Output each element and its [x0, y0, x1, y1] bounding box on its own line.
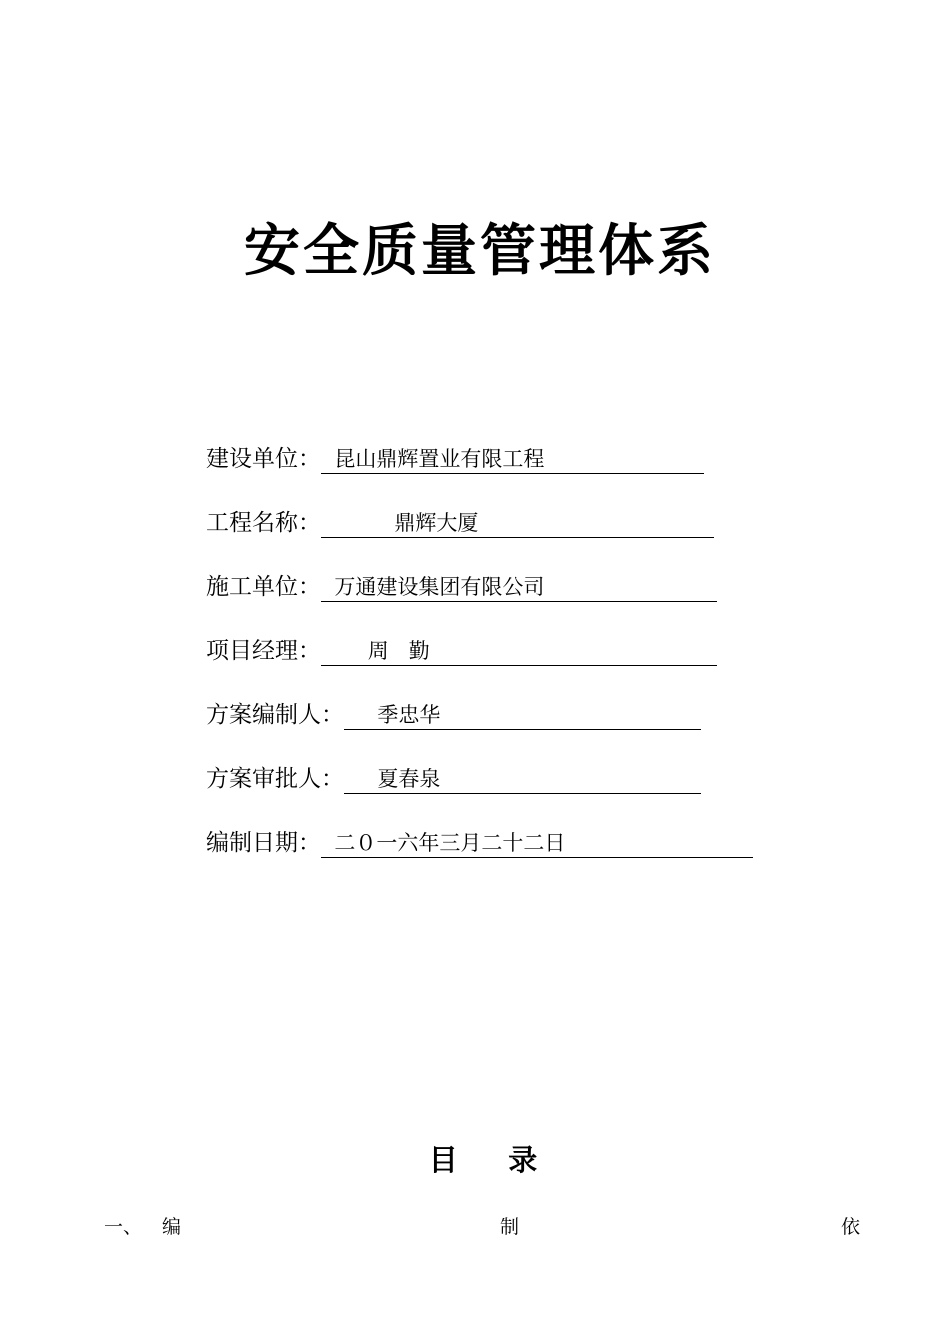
field-label: 工程名称：	[206, 510, 321, 536]
field-label: 建设单位：	[206, 446, 321, 472]
toc-item-number: 一、	[104, 1216, 143, 1238]
field-project-manager	[206, 632, 717, 666]
field-label: 方案审批人：	[206, 766, 344, 792]
toc-title: 目 录	[428, 1143, 538, 1177]
toc-item-text-part: 制	[500, 1216, 520, 1238]
field-value: 昆山鼎辉置业有限工程	[321, 445, 704, 474]
document-title: 安全质量管理体系	[244, 219, 716, 284]
field-value: 季忠华	[344, 701, 701, 730]
field-compile-date	[206, 824, 753, 858]
toc-item	[104, 1212, 860, 1242]
field-value: 二０一六年三月二十二日	[321, 829, 753, 858]
field-value: 周 勤	[321, 637, 717, 666]
toc-item-text-part: 依	[841, 1216, 861, 1238]
field-project-name	[206, 504, 714, 538]
field-plan-approver	[206, 760, 701, 794]
field-label: 方案编制人：	[206, 702, 344, 728]
field-contractor	[206, 568, 717, 602]
field-construction-unit	[206, 440, 704, 474]
field-value: 万通建设集团有限公司	[321, 573, 717, 602]
field-value: 夏春泉	[344, 765, 701, 794]
toc-item-text-part: 编	[162, 1216, 182, 1238]
field-label: 项目经理：	[206, 638, 321, 664]
field-label: 施工单位：	[206, 574, 321, 600]
field-plan-author	[206, 696, 701, 730]
field-label: 编制日期：	[206, 830, 321, 856]
field-value: 鼎辉大厦	[321, 509, 714, 538]
